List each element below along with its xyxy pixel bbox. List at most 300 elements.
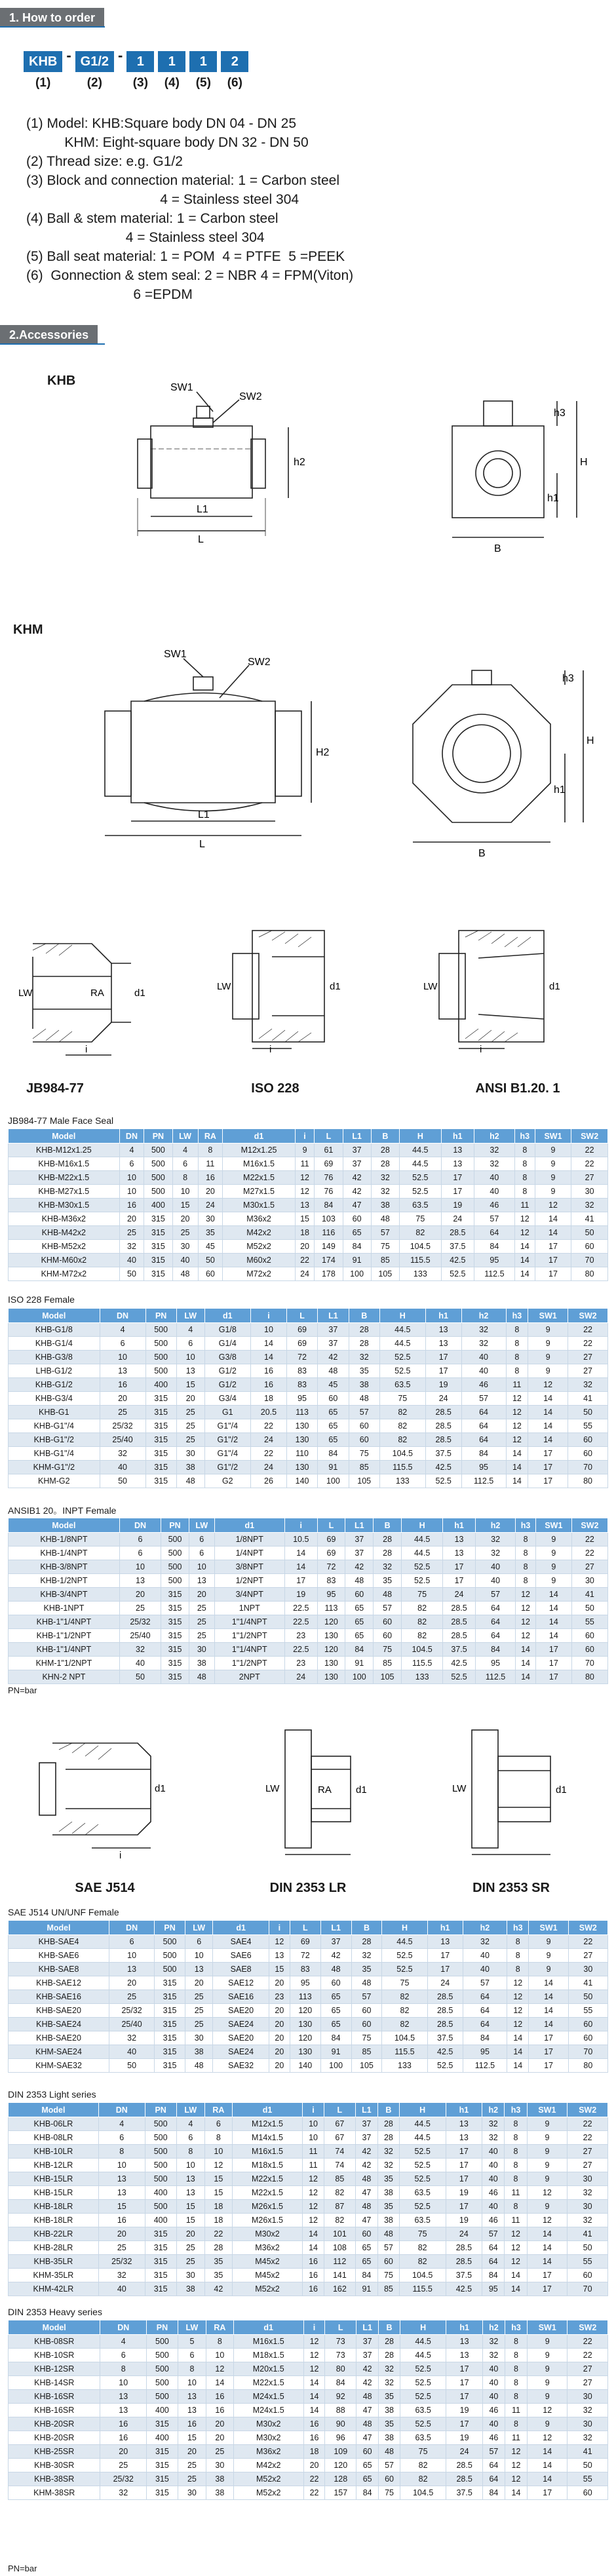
table-cell: 92	[325, 2390, 356, 2404]
table-cell: 47	[355, 2214, 377, 2227]
table-cell: 50	[198, 1254, 223, 1267]
table-cell: 80	[571, 1267, 608, 1281]
spec-table	[8, 1920, 608, 2073]
code-box: 1	[189, 51, 217, 72]
table-cell: 50	[119, 1267, 144, 1281]
table-cell: KHB-08LR	[9, 2131, 99, 2145]
table-cell: 13	[176, 1364, 204, 1378]
column-header: PN	[145, 1309, 176, 1323]
table-cell: 6	[100, 2349, 147, 2362]
table-cell: 15	[178, 2431, 206, 2445]
table-cell: 9	[535, 1185, 571, 1199]
table-cell: 15	[176, 2214, 204, 2227]
table-cell: 9	[528, 1323, 568, 1337]
code-seat-material	[189, 51, 217, 90]
table-cell: 75	[349, 1447, 379, 1461]
table-cell: 17	[535, 1267, 571, 1281]
table-cell: 500	[161, 1574, 189, 1588]
column-header: RA	[198, 1129, 223, 1144]
column-header: L	[286, 1309, 317, 1323]
table-cell: 141	[324, 2269, 355, 2282]
table-cell: 120	[325, 2459, 356, 2472]
table-note: PN=bar	[8, 1685, 37, 1695]
table-cell: 32	[571, 1199, 608, 1212]
table-cell: 87	[324, 2200, 355, 2214]
table-cell: 82	[379, 1406, 425, 1419]
table-cell: 48	[379, 2445, 400, 2459]
table-cell: 52.5	[425, 1474, 461, 1488]
table-cell: 52.5	[399, 1185, 441, 1199]
table-cell: 24	[443, 1588, 476, 1602]
khb-side-drawing	[98, 367, 321, 564]
desc-line: 4 = Stainless steel 304	[26, 192, 299, 207]
table-cell: 120	[317, 1615, 345, 1629]
table-cell: 74	[324, 2159, 355, 2172]
table-cell: 8	[204, 2131, 232, 2145]
table-cell: 42	[345, 1560, 374, 1574]
dim-sw1: SW1	[170, 382, 193, 393]
table-cell: 104.5	[402, 1643, 443, 1657]
table-cell: 82	[399, 1226, 441, 1240]
table-cell: 500	[145, 1351, 176, 1364]
table-cell: 64	[475, 1602, 515, 1615]
table-cell: 28	[204, 2241, 232, 2255]
table-cell: 315	[145, 2227, 176, 2241]
table-cell: M36x2	[223, 1212, 296, 1226]
table-row	[9, 1588, 608, 1602]
table-cell: 32	[371, 1171, 399, 1185]
table-cell: KHB-1"1/4NPT	[9, 1643, 120, 1657]
table-cell: M24x1.5	[233, 2390, 303, 2404]
column-header: PN	[144, 1129, 172, 1144]
table-cell: 52.5	[399, 2200, 446, 2214]
table-cell: 100	[345, 1670, 374, 1684]
table-cell: 28	[378, 2131, 400, 2145]
table-cell: 25	[176, 1406, 204, 1419]
order-description	[26, 114, 590, 304]
table-row	[9, 1406, 608, 1419]
table-cell: 84	[356, 2486, 379, 2500]
dim-h1: h1	[554, 784, 566, 796]
table-cell: 9	[528, 2390, 568, 2404]
table-cell: 10	[185, 1949, 213, 1963]
code-box: 2	[221, 51, 248, 72]
table-cell: KHB-25SR	[9, 2445, 100, 2459]
order-code	[24, 47, 248, 90]
table-cell: M30x2	[233, 2417, 303, 2431]
table-cell: 12	[303, 2200, 324, 2214]
table-cell: 48	[374, 1588, 402, 1602]
table-cell: 48	[318, 1364, 349, 1378]
table-cell: 24	[251, 1461, 287, 1474]
table-cell: 14	[284, 1560, 317, 1574]
column-header: i	[303, 2320, 325, 2335]
table-cell: 28	[371, 1144, 399, 1157]
table-cell: 64	[461, 1419, 506, 1433]
table-cell: 10	[204, 2145, 232, 2159]
table-cell: 38	[379, 2404, 400, 2417]
table-cell: 13	[446, 2349, 482, 2362]
table-cell: M18x1.5	[232, 2159, 302, 2172]
table-cell: 17	[528, 1447, 568, 1461]
column-header: h3	[505, 2320, 527, 2335]
table-cell: 32	[461, 1337, 506, 1351]
table-cell: KHB-16SR	[9, 2404, 100, 2417]
table-cell: 12	[516, 1629, 536, 1643]
table-cell: 47	[355, 2186, 377, 2200]
table-cell: 95	[475, 1657, 515, 1670]
column-header: H	[399, 1129, 441, 1144]
table-cell: 25	[100, 2459, 147, 2472]
column-header: L1	[356, 2320, 379, 2335]
table-cell: 315	[155, 2018, 185, 2031]
table-cell: M30x2	[232, 2227, 302, 2241]
column-header: PN	[155, 1921, 185, 1935]
table-header-row	[9, 1129, 608, 1144]
table-cell: 16	[100, 2431, 147, 2445]
table-cell: 75	[399, 2227, 446, 2241]
column-header: SW2	[568, 1921, 607, 1935]
table-cell: 84	[325, 2376, 356, 2390]
table-cell: 12	[514, 1212, 535, 1226]
table-cell: M22x1.5	[232, 2186, 302, 2200]
table-cell: 12	[527, 2214, 568, 2227]
table-cell: 10	[119, 1185, 144, 1199]
table-cell: 52.5	[400, 2417, 446, 2431]
table-cell: 13	[98, 2172, 145, 2186]
table-row	[9, 1447, 608, 1461]
table-cell: 50	[119, 1670, 161, 1684]
table-cell: 8	[514, 1171, 535, 1185]
table-cell: 48	[355, 2200, 377, 2214]
table-cell: 25/40	[100, 1433, 145, 1447]
table-cell: 41	[568, 1976, 607, 1990]
dim-l1: L1	[197, 504, 208, 515]
table-cell: 40	[482, 2390, 505, 2404]
table-cell: 17	[427, 1949, 463, 1963]
table-cell: 14	[535, 1602, 571, 1615]
table-cell: 84	[315, 1199, 343, 1212]
table-cell: 41	[568, 1392, 608, 1406]
table-cell: KHB-G1"/2	[9, 1433, 100, 1447]
table-cell: 9	[528, 1364, 568, 1378]
code-box: 1	[158, 51, 185, 72]
table-cell: 46	[482, 2214, 505, 2227]
table-cell: M22x1.5	[233, 2376, 303, 2390]
table-cell: 40	[172, 1254, 198, 1267]
table-cell: SAE6	[213, 1949, 269, 1963]
table-cell: 20	[119, 1588, 161, 1602]
table-cell: KHB-G3/8	[9, 1351, 100, 1364]
table-row	[9, 1574, 608, 1588]
table-cell: KHB-SAE8	[9, 1963, 109, 1976]
dim-h3: h3	[562, 673, 574, 684]
table-cell: 115.5	[399, 1254, 441, 1267]
table-cell: KHB-SAE12	[9, 1976, 109, 1990]
table-cell: 25	[189, 1629, 214, 1643]
column-header: h2	[482, 2103, 505, 2117]
table-row	[9, 1144, 608, 1157]
table-row	[9, 2431, 608, 2445]
table-cell: 48	[176, 1474, 204, 1488]
table-cell: 15	[269, 1963, 290, 1976]
table-cell: M45x2	[232, 2269, 302, 2282]
table-cell: 500	[145, 2172, 176, 2186]
table-cell: 13	[425, 1323, 461, 1337]
table-cell: 70	[568, 1461, 608, 1474]
table-cell: G1/2	[204, 1378, 250, 1392]
table-cell: 500	[155, 1935, 185, 1949]
table-cell: KHB-M12x1.25	[9, 1144, 120, 1157]
table-cell: 8	[506, 1364, 528, 1378]
table-cell: 500	[145, 2117, 176, 2131]
table-cell: 28	[378, 2117, 400, 2131]
table-cell: 50	[571, 1602, 607, 1615]
table-cell: 65	[355, 2255, 377, 2269]
table-cell: 35	[379, 2390, 400, 2404]
table-cell: 6	[185, 1935, 213, 1949]
table-cell: 69	[317, 1547, 345, 1560]
table-cell: 4	[176, 2117, 204, 2131]
table-cell: 17	[284, 1574, 317, 1588]
table-cell: 55	[568, 2004, 607, 2018]
table-cell: 84	[463, 2031, 507, 2045]
table-cell: 11	[505, 2404, 527, 2417]
table-cell: 500	[144, 1157, 172, 1171]
table-cell: 57	[463, 1976, 507, 1990]
table-cell: 15	[204, 2172, 232, 2186]
code-box: KHB	[24, 51, 62, 72]
table-cell: 20	[206, 2417, 234, 2431]
table-cell: 15	[295, 1212, 314, 1226]
table-cell: 6	[119, 1547, 161, 1560]
column-header: L	[315, 1129, 343, 1144]
table-cell: 69	[290, 1935, 320, 1949]
table-cell: 101	[324, 2227, 355, 2241]
table-cell: 13	[441, 1157, 474, 1171]
column-header: SW1	[527, 2103, 568, 2117]
table-cell: 72	[286, 1351, 317, 1364]
table-cell: KHB-SAE4	[9, 1935, 109, 1949]
table-cell: 12	[505, 2227, 527, 2241]
table-cell: 46	[482, 2186, 505, 2200]
table-cell: 10.5	[284, 1533, 317, 1547]
table-cell: 25/32	[119, 1615, 161, 1629]
khb-end-drawing	[419, 374, 590, 570]
table-cell: 17	[425, 1364, 461, 1378]
table-cell: 25	[185, 2018, 213, 2031]
column-header: PN	[145, 2103, 176, 2117]
table-cell: 10	[109, 1949, 155, 1963]
column-header: LW	[185, 1921, 213, 1935]
table-cell: 16	[206, 2404, 234, 2417]
table-cell: 10	[206, 2349, 234, 2362]
table-row	[9, 2045, 608, 2059]
table-cell: M30x2	[233, 2431, 303, 2445]
table-cell: 46	[482, 2404, 505, 2417]
table-cell: 96	[325, 2431, 356, 2445]
table-cell: 25	[172, 1226, 198, 1240]
table-row	[9, 1547, 608, 1560]
table-cell: 14	[507, 2045, 529, 2059]
table-cell: 35	[378, 2200, 400, 2214]
table-cell: 22	[303, 2486, 325, 2500]
table-cell: 75	[379, 1392, 425, 1406]
table-cell: 4	[176, 1323, 204, 1337]
table-cell: 17	[528, 2486, 568, 2500]
table-cell: 40	[482, 2362, 505, 2376]
dim-H2: H2	[316, 747, 330, 758]
column-header: DN	[119, 1129, 144, 1144]
table-cell: 9	[527, 2131, 568, 2145]
table-cell: 95	[286, 1392, 317, 1406]
std-label-sae: SAE J514	[75, 1881, 135, 1895]
table-cell: 9	[528, 2376, 568, 2390]
table-cell: 40	[474, 1185, 514, 1199]
table-cell: 63.5	[400, 2404, 446, 2417]
column-header: L	[325, 2320, 356, 2335]
table-cell: 174	[315, 1254, 343, 1267]
table-cell: 109	[325, 2445, 356, 2459]
table-cell: 64	[475, 1615, 515, 1629]
table-cell: 44.5	[382, 1935, 427, 1949]
table-cell: 82	[402, 1629, 443, 1643]
table-cell: 19	[446, 2186, 482, 2200]
table-cell: 28.5	[446, 2472, 482, 2486]
table-cell: 17	[535, 1240, 571, 1254]
table-cell: 500	[147, 2362, 178, 2376]
table-cell: 30	[176, 2269, 204, 2282]
table-cell: 19	[425, 1378, 461, 1392]
table-cell: 37.5	[443, 1643, 476, 1657]
table-cell: 12	[507, 1976, 529, 1990]
dim-sw2: SW2	[248, 657, 271, 668]
table-cell: KHB-28LR	[9, 2241, 99, 2255]
table-row	[9, 1364, 608, 1378]
table-cell: KHB-G1/2	[9, 1378, 100, 1392]
table-cell: KHB-1"1/4NPT	[9, 1615, 120, 1629]
table-row	[9, 1990, 608, 2004]
table-cell: 17	[441, 1185, 474, 1199]
table-cell: 60	[318, 1392, 349, 1406]
dim-d1: d1	[155, 1783, 166, 1794]
column-header: i	[251, 1309, 287, 1323]
section-title: 1. How to order	[0, 8, 104, 28]
table-cell: 315	[147, 2459, 178, 2472]
table-cell: 32	[378, 2159, 400, 2172]
table-cell: 17	[446, 2172, 482, 2186]
table-cell: 44.5	[379, 1323, 425, 1337]
table-cell: 19	[446, 2404, 482, 2417]
column-header: Model	[9, 1921, 109, 1935]
table-cell: 38	[206, 2472, 234, 2486]
dim-h3: h3	[554, 408, 566, 419]
column-header: B	[378, 2103, 400, 2117]
table-cell: 13	[189, 1574, 214, 1588]
table-cell: 46	[461, 1378, 506, 1392]
table-cell: 14	[528, 2445, 568, 2459]
table-cell: KHB-1NPT	[9, 1602, 120, 1615]
table-cell: 14	[528, 1419, 568, 1433]
table-cell: 10	[251, 1323, 287, 1337]
table-cell: 37	[356, 2349, 379, 2362]
table-cell: 14	[303, 2376, 325, 2390]
table-cell: 40	[482, 2159, 505, 2172]
table-cell: 60	[343, 1212, 371, 1226]
table-cell: 400	[144, 1199, 172, 1212]
table-cell: 9	[535, 1533, 571, 1547]
table-cell: 13	[178, 2404, 206, 2417]
table-cell: 52.5	[400, 2362, 446, 2376]
table-cell: 41	[568, 2227, 608, 2241]
table-cell: 100	[320, 2059, 351, 2073]
table-cell: 4	[98, 2117, 145, 2131]
table-cell: KHM-38SR	[9, 2486, 100, 2500]
table-cell: 8	[516, 1560, 536, 1574]
table-row	[9, 2404, 608, 2417]
desc-line: 4 = Stainless steel 304	[26, 230, 265, 245]
desc-line: (4) Ball & stem material: 1 = Carbon steel	[26, 211, 279, 226]
table-cell: 69	[286, 1323, 317, 1337]
table-cell: 11	[198, 1157, 223, 1171]
table-cell: 8	[516, 1574, 536, 1588]
table-cell: 83	[317, 1574, 345, 1588]
code-block-material	[126, 51, 154, 90]
column-header: B	[351, 1921, 382, 1935]
table-cell: 6	[98, 2131, 145, 2145]
table-cell: 14	[514, 1267, 535, 1281]
table-cell: 12	[295, 1171, 314, 1185]
table-cell: 14	[251, 1351, 287, 1364]
table-cell: G1"/2	[204, 1461, 250, 1474]
table-cell: 76	[315, 1185, 343, 1199]
table-cell: M42x2	[223, 1226, 296, 1240]
table-cell: 315	[161, 1629, 189, 1643]
table-cell: 30	[568, 1963, 607, 1976]
table-cell: 16	[178, 2417, 206, 2431]
table-title: SAE J514 UN/UNF Female	[8, 1907, 119, 1917]
table-cell: 112	[324, 2255, 355, 2269]
table-cell: 42.5	[427, 2045, 463, 2059]
table-cell: 315	[144, 1212, 172, 1226]
table-cell: 17	[443, 1574, 476, 1588]
table-cell: 22.5	[284, 1615, 317, 1629]
table-cell: 12	[303, 2186, 324, 2200]
table-row	[9, 1351, 608, 1364]
desc-line: (1) Model: KHB:Square body DN 04 - DN 25	[26, 116, 297, 131]
table-cell: 1"1/2NPT	[214, 1629, 284, 1643]
table-cell: 16	[303, 2269, 324, 2282]
code-box: 1	[126, 51, 154, 72]
table-cell: 80	[571, 1670, 607, 1684]
khm-label: KHM	[13, 623, 43, 637]
table-cell: 28.5	[443, 1615, 476, 1629]
table-cell: 25	[100, 1406, 145, 1419]
table-cell: 37	[345, 1547, 374, 1560]
table-cell: SAE32	[213, 2059, 269, 2073]
table-cell: 28	[379, 2349, 400, 2362]
column-header: LW	[189, 1518, 214, 1533]
table-cell: 28.5	[425, 1433, 461, 1447]
table-cell: 25/32	[109, 2004, 155, 2018]
column-header: h2	[463, 1921, 507, 1935]
table-cell: 60	[349, 1433, 379, 1447]
table-row	[9, 1560, 608, 1574]
table-title: ANSIB1 20。INPT Female	[8, 1505, 117, 1516]
table-title: DIN 2353 Heavy series	[8, 2307, 102, 2317]
table-cell: 48	[378, 2227, 400, 2241]
table-row	[9, 1392, 608, 1406]
